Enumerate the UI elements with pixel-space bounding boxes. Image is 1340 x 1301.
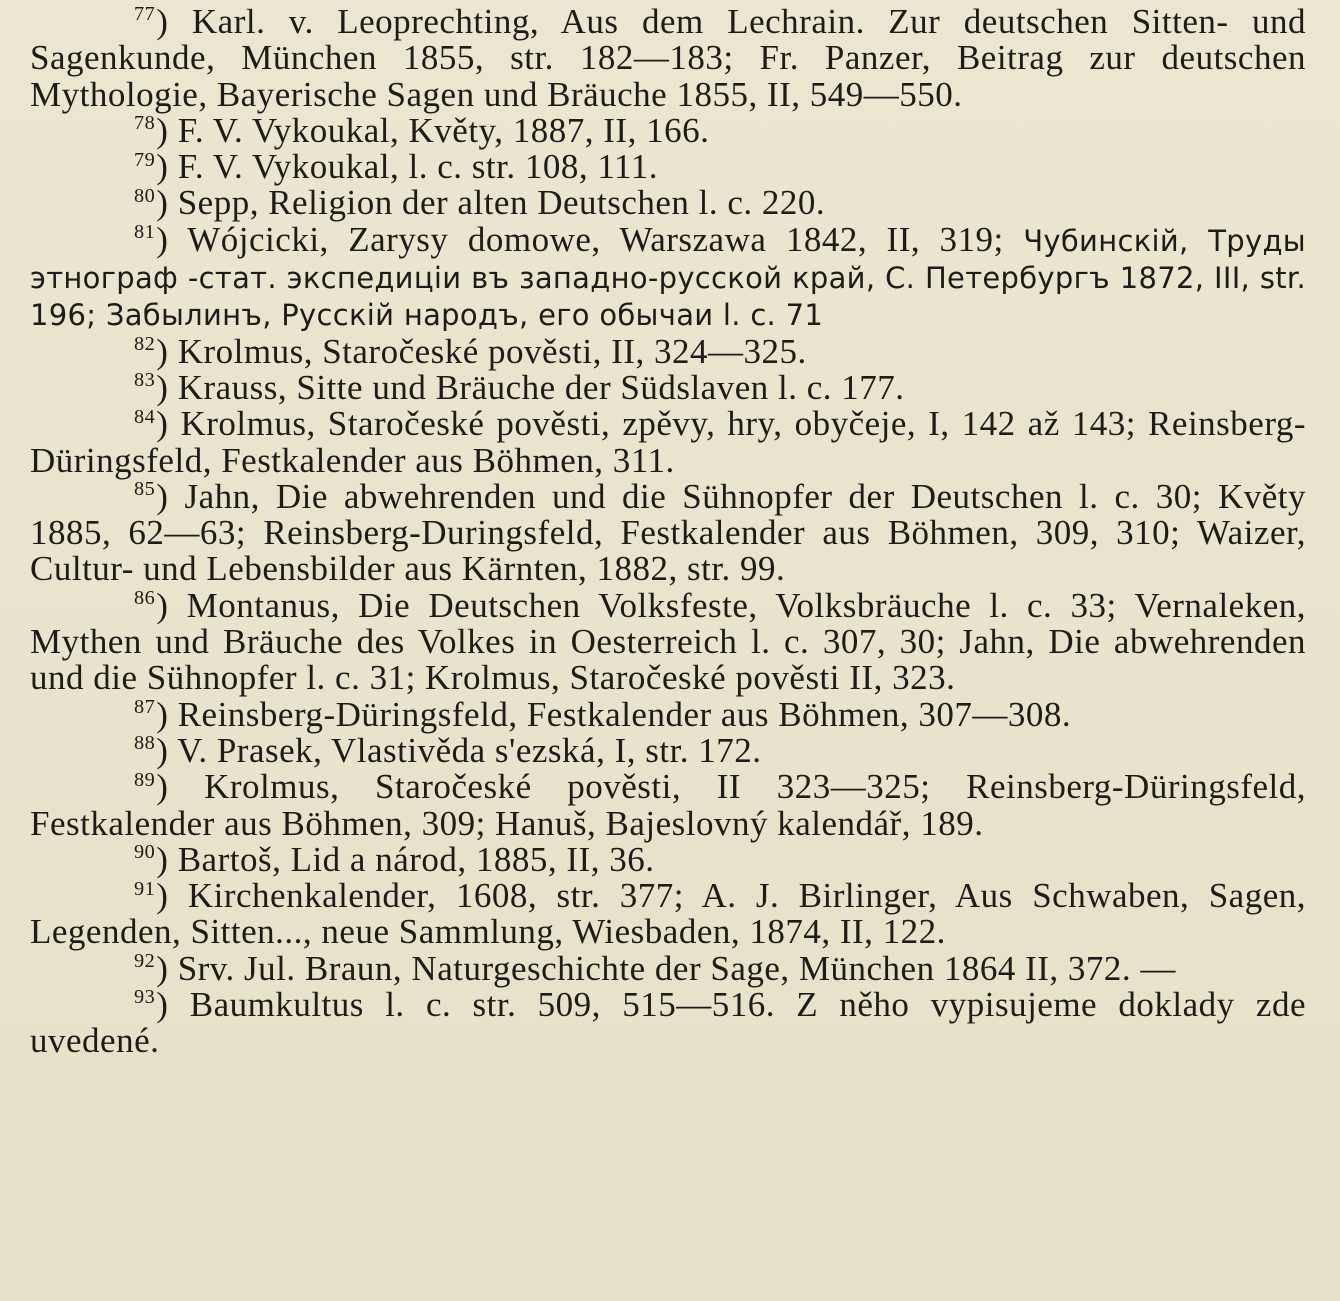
footnote-80: $^{80}$) Sepp, Religion der alten Deutschen l. c. 220. [134, 183, 826, 223]
footnote-marker: 87 [134, 696, 156, 719]
footnote-marker: 84 [134, 405, 156, 428]
footnote-86: $^{86}$) Montanus, Die Deutschen Volksfeste, Volksbräuche l. c. 33; Vernaleken, Mythen und Bräuche des Volkes in Oesterreich l. c. 307, 30; Jahn, Die abwehrenden und die Sühnopfer l. c. 31; Krolmus, Staročeské pověsti II, 323. [30, 585, 1307, 698]
footnote-text-cyrillic: Чубинскій, Труды этнограф -стат. экспедиціи въ западно-русской край, С. Петербургъ 1872, III, str. 196; Забылинъ, Русскій народъ, его обычаи l. c. 71 [30, 223, 1307, 333]
footnote-marker: 83 [134, 369, 156, 392]
footnote-text: F. V. Vykoukal, Květy, 1887, II, 166. [177, 110, 710, 150]
footnote-marker: 80 [134, 184, 156, 207]
footnote-text: Srv. Jul. Braun, Naturgeschichte der Sage, München 1864 II, 372. — [177, 948, 1176, 988]
footnote-88: $^{88}$) V. Prasek, Vlastivěda s'ezská, I, str. 172. [134, 730, 762, 770]
footnote-90: $^{90}$) Bartoš, Lid a národ, 1885, II, 36. [134, 839, 655, 879]
footnote-text: Baumkultus l. c. str. 509, 515—516. Z něho vypisujeme doklady zde uvedené. [30, 985, 1307, 1061]
footnote-marker: 91 [134, 877, 156, 900]
footnote-text: V. Prasek, Vlastivěda s'ezská, I, str. 172. [177, 730, 762, 770]
footnote-marker: 81 [134, 221, 156, 244]
footnote-text: Wójcicki, Zarysy domowe, Warszawa 1842, II, 319; [187, 219, 1004, 259]
footnote-text: Karl. v. Leoprechting, Aus dem Lechrain. Zur deutschen Sitten- und Sagenkunde, München 1855, str. 182—183; Fr. Panzer, Beitrag zur deutschen Mythologie, Bayerische Sagen und Bräuche 1855, II, 549—550. [30, 2, 1306, 114]
footnote-marker: 92 [134, 950, 156, 973]
footnotes-block [30, 4, 1306, 1060]
footnote-83: $^{83}$) Krauss, Sitte und Bräuche der Südslaven l. c. 177. [134, 367, 905, 407]
footnote-marker: 82 [134, 333, 156, 356]
footnote-93: $^{93}$) Baumkultus l. c. str. 509, 515—516. Z něho vypisujeme doklady zde uvedené. [30, 985, 1307, 1061]
footnote-text: Sepp, Religion der alten Deutschen l. c. 220. [177, 183, 826, 223]
footnote-92: $^{92}$) Srv. Jul. Braun, Naturgeschichte der Sage, München 1864 II, 372. — [134, 948, 1176, 988]
footnote-89: $^{89}$) Krolmus, Staročeské pověsti, II 323—325; Reinsberg-Düringsfeld, Festkalender aus Böhmen, 309; Hanuš, Bajeslovný kalendář, 189. [30, 767, 1306, 843]
footnote-text: Kirchenkalender, 1608, str. 377; A. J. Birlinger, Aus Schwaben, Sagen, Legenden, Sitten..., neue Sammlung, Wiesbaden, 1874, II, 122. [30, 876, 1306, 952]
footnote-91: $^{91}$) Kirchenkalender, 1608, str. 377; A. J. Birlinger, Aus Schwaben, Sagen, Legenden, Sitten..., neue Sammlung, Wiesbaden, 1874, II, 122. [30, 876, 1306, 952]
footnote-text: Reinsberg-Düringsfeld, Festkalender aus Böhmen, 307—308. [177, 694, 1072, 734]
footnote-marker: 89 [134, 768, 156, 791]
footnote-text: F. V. Vykoukal, l. c. str. 108, 111. [177, 147, 658, 187]
footnote-text: Krolmus, Staročeské pověsti, II 323—325; Reinsberg-Düringsfeld, Festkalender aus Böhmen, 309; Hanuš, Bajeslovný kalendář, 189. [30, 767, 1306, 843]
footnote-marker: 90 [134, 841, 156, 864]
footnote-text: Jahn, Die abwehrenden und die Sühnopfer der Deutschen l. c. 30; Květy 1885, 62—63; Reinsberg-Duringsfeld, Festkalender aus Böhmen, 309, 310; Waizer, Cultur- und Lebensbilder aus Kärnten, 1882, str. 99. [30, 476, 1307, 589]
footnote-85: $^{85}$) Jahn, Die abwehrenden und die Sühnopfer der Deutschen l. c. 30; Květy 1885, 62—63; Reinsberg-Duringsfeld, Festkalender aus Böhmen, 309, 310; Waizer, Cultur- und Lebensbilder aus Kärnten, 1882, str. 99. [30, 476, 1307, 589]
footnote-text: Bartoš, Lid a národ, 1885, II, 36. [177, 839, 655, 879]
footnote-marker: 79 [134, 148, 156, 171]
footnote-87: $^{87}$) Reinsberg-Düringsfeld, Festkalender aus Böhmen, 307—308. [134, 694, 1072, 734]
footnote-marker: 85 [134, 478, 156, 501]
footnote-marker: 86 [134, 587, 156, 610]
footnote-marker: 88 [134, 732, 156, 755]
footnote-82: $^{82}$) Krolmus, Staročeské pověsti, II, 324—325. [134, 331, 807, 371]
footnote-marker: 78 [134, 112, 156, 135]
footnote-84: $^{84}$) Krolmus, Staročeské pověsti, zpěvy, hry, obyčeje, I, 142 až 143; Reinsberg-Düringsfeld, Festkalender aus Böhmen, 311. [30, 404, 1306, 480]
footnote-text: Krauss, Sitte und Bräuche der Südslaven l. c. 177. [177, 367, 905, 407]
footnote-marker: 93 [134, 986, 156, 1009]
footnote-text: Krolmus, Staročeské pověsti, zpěvy, hry, obyčeje, I, 142 až 143; Reinsberg-Düringsfeld, Festkalender aus Böhmen, 311. [30, 404, 1306, 480]
footnote-79: $^{79}$) F. V. Vykoukal, l. c. str. 108, 111. [134, 147, 658, 187]
footnote-text: Montanus, Die Deutschen Volksfeste, Volksbräuche l. c. 33; Vernaleken, Mythen und Bräuche des Volkes in Oesterreich l. c. 307, 30; Jahn, Die abwehrenden und die Sühnopfer l. c. 31; Krolmus, Staročeské pověsti II, 323. [30, 585, 1307, 698]
footnote-78: $^{78}$) F. V. Vykoukal, Květy, 1887, II, 166. [134, 110, 710, 150]
footnote-81: $^{81}$) Wójcicki, Zarysy domowe, Warszawa 1842, II, 319; Чубинскій, Труды этнограф -стат. экспедиціи въ западно-русской край, С. Петербургъ 1872, III, str. 196; Забылинъ, Русскій народъ, его обычаи l. c. 71 [30, 219, 1307, 333]
footnote-text: Krolmus, Staročeské pověsti, II, 324—325. [177, 331, 807, 371]
footnote-marker: 77 [134, 3, 156, 26]
footnote-77: $^{77}$) Karl. v. Leoprechting, Aus dem Lechrain. Zur deutschen Sitten- und Sagenkunde, München 1855, str. 182—183; Fr. Panzer, Beitrag zur deutschen Mythologie, Bayerische Sagen und Bräuche 1855, II, 549—550. [30, 2, 1306, 114]
